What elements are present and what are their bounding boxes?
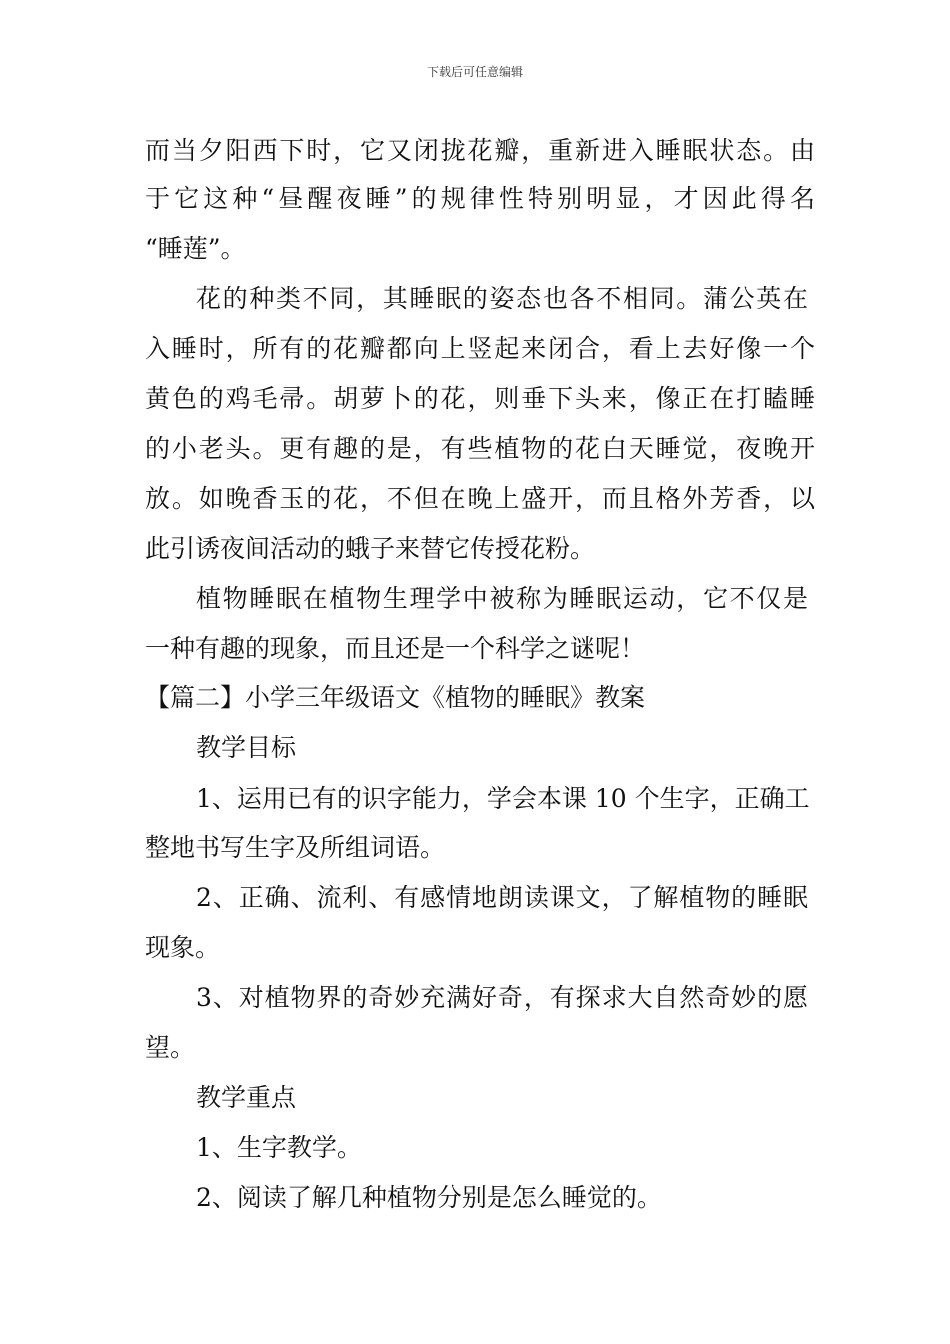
text-line: 而当夕阳西下时，它又闭拢花瓣，重新进入睡眠状态。由 — [145, 136, 815, 165]
text-line: 现象。 — [145, 933, 221, 962]
page-header-note: 下载后可任意编辑 — [426, 65, 523, 79]
list-item-first-line: 3、对植物界的奇妙充满好奇，有探求大自然奇妙的愿 — [196, 983, 808, 1012]
text-line: 于它这种“昼醒夜睡”的规律性特别明显，才因此得名 — [145, 184, 815, 213]
text-line: 放。如晚香玉的花，不但在晚上盛开，而且格外芳香，以 — [145, 484, 815, 513]
subheading-teaching-goals: 教学目标 — [196, 733, 297, 762]
text-line: “睡莲”。 — [145, 234, 246, 263]
subheading-teaching-focus: 教学重点 — [196, 1083, 297, 1112]
text-line: 此引诱夜间活动的蛾子来替它传授花粉。 — [145, 534, 596, 563]
section-heading: 【篇二】小学三年级语文《植物的睡眠》教案 — [145, 683, 646, 712]
list-item: 2、阅读了解几种植物分别是怎么睡觉的。 — [196, 1183, 662, 1212]
text-line: 一种有趣的现象，而且还是一个科学之谜呢！ — [145, 634, 646, 663]
text-line: 入睡时，所有的花瓣都向上竖起来闭合，看上去好像一个 — [145, 334, 815, 363]
text-line: 望。 — [145, 1033, 196, 1062]
text-line: 黄色的鸡毛帚。胡萝卜的花，则垂下头来，像正在打瞌睡 — [145, 384, 815, 413]
list-item: 1、生字教学。 — [196, 1133, 362, 1162]
paragraph-first-line: 花的种类不同，其睡眠的姿态也各不相同。蒲公英在 — [196, 284, 808, 313]
text-line: 整地书写生字及所组词语。 — [145, 833, 446, 862]
text-line: 的小老头。更有趣的是，有些植物的花白天睡觉，夜晚开 — [145, 434, 815, 463]
paragraph-first-line: 植物睡眠在植物生理学中被称为睡眠运动，它不仅是 — [196, 584, 808, 613]
list-item-first-line: 2、正确、流利、有感情地朗读课文，了解植物的睡眠 — [196, 883, 808, 912]
list-item-first-line: 1、运用已有的识字能力，学会本课 10 个生字，正确工 — [196, 784, 810, 813]
